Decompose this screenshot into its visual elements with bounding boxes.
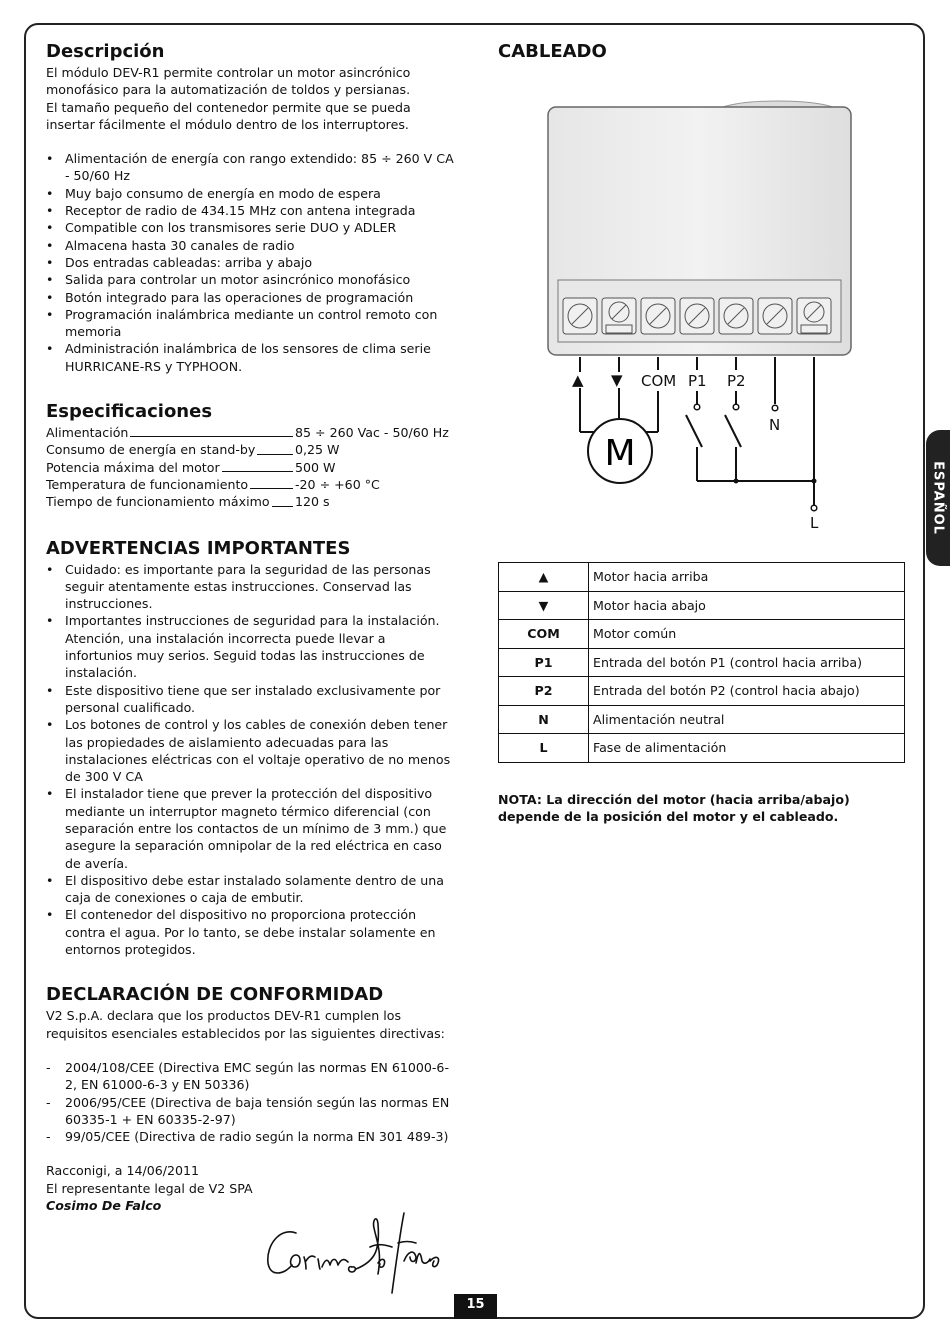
directive-item: - 2006/95/CEE (Directiva de baja tensión según las normas EN 60335-1 + EN 60335-2-97)	[46, 1094, 456, 1129]
feature-item: • Almacena hasta 30 canales de radio	[46, 237, 456, 254]
spec-value: -20 ÷ +60 °C	[295, 476, 380, 492]
spec-label: Tiempo de funcionamiento máximo	[46, 494, 270, 510]
label-n: N	[769, 416, 781, 434]
descripcion-para-1: El módulo DEV-R1 permite controlar un motor asincrónico monofásico para la automatización de toldos y persianas.	[46, 65, 411, 98]
spec-row	[46, 459, 456, 476]
legend-key: N	[499, 705, 589, 734]
wiring-note: NOTA: La dirección del motor (hacia arriba/abajo) depende de la posición del motor y el cableado.	[498, 792, 850, 825]
warning-item: • El contenedor del dispositivo no proporciona protección contra el agua. Por lo tanto, se debe instalar solamente en entornos protegidos.	[46, 906, 456, 958]
right-column	[498, 40, 908, 64]
label-up: ▲	[572, 371, 584, 389]
terminal-screw	[602, 298, 636, 334]
left-column	[46, 40, 456, 1214]
spec-value: 85 ÷ 260 Vac - 50/60 Hz	[295, 425, 449, 441]
page-number: 15	[454, 1294, 497, 1319]
spec-label: Potencia máxima del motor	[46, 459, 220, 475]
feature-list	[46, 150, 456, 375]
legend-key: P2	[499, 677, 589, 706]
legend-key: L	[499, 734, 589, 763]
spec-row	[46, 493, 456, 510]
table-row	[499, 734, 905, 763]
warning-item: • Importantes instrucciones de seguridad para la instalación. Atención, una instalación incorrecta puede llevar a infortunios muy serios. Seguid todas las instrucciones de instalación.	[46, 612, 456, 681]
descripcion-para-2: El tamaño pequeño del contenedor permite que se pueda insertar fácilmente el módulo dentro de los interruptores.	[46, 99, 411, 132]
spec-label: Consumo de energía en stand-by	[46, 442, 256, 458]
spec-row	[46, 476, 456, 493]
table-row	[499, 705, 905, 734]
directives-list	[46, 1059, 456, 1145]
legal-representative: El representante legal de V2 SPA	[46, 1180, 253, 1196]
legend-desc: Fase de alimentación	[589, 734, 905, 763]
table-row	[499, 591, 905, 620]
legend-desc: Entrada del botón P2 (control hacia abajo)	[589, 677, 905, 706]
label-p1: P1	[688, 372, 707, 390]
terminal-screw	[797, 298, 831, 334]
legend-key: COM	[499, 620, 589, 649]
spec-row	[46, 441, 456, 458]
table-row	[499, 620, 905, 649]
table-row	[499, 563, 905, 592]
wiring-diagram	[498, 95, 908, 535]
warning-item: • Los botones de control y los cables de conexión deben tener las propiedades de aislamiento adecuadas para las instalaciones eléctricas con el voltaje operativo de no menos de 300 V CA	[46, 716, 456, 785]
motor-label: M	[604, 433, 636, 474]
feature-item: • Salida para controlar un motor asincrónico monofásico	[46, 271, 456, 288]
legend-key: ▼	[499, 591, 589, 620]
spec-value: 120 s	[295, 494, 330, 510]
directive-item: - 99/05/CEE (Directiva de radio según la norma EN 301 489-3)	[46, 1128, 456, 1145]
warning-item: • El instalador tiene que prever la protección del dispositivo mediante un interruptor magneto térmico diferencial (con separación entre los contactos de un mínimo de 3 mm.) que asegure la separación omnipolar de la red eléctrica en caso de avería.	[46, 785, 456, 871]
signatory-name: Cosimo De Falco	[46, 1198, 162, 1214]
legend-key: P1	[499, 648, 589, 677]
feature-item: • Alimentación de energía con rango extendido: 85 ÷ 260 V CA - 50/60 Hz	[46, 150, 456, 185]
cableado-title: CABLEADO	[498, 41, 607, 62]
feature-item: • Administración inalámbrica de los sensores de clima serie HURRICANE-RS y TYPHOON.	[46, 340, 456, 375]
feature-item: • Compatible con los transmisores serie DUO y ADLER	[46, 219, 456, 236]
warning-item: • Este dispositivo tiene que ser instalado exclusivamente por personal cualificado.	[46, 682, 456, 717]
spec-value: 500 W	[295, 459, 336, 475]
directive-item: - 2004/108/CEE (Directiva EMC según las normas EN 61000-6-2, EN 61000-6-3 y EN 50336)	[46, 1059, 456, 1094]
terminal-screw	[680, 298, 714, 334]
label-p2: P2	[727, 372, 746, 390]
terminal-screw	[719, 298, 753, 334]
label-down: ▼	[611, 371, 623, 389]
especificaciones-title: Especificaciones	[46, 401, 213, 423]
warnings-list	[46, 561, 456, 959]
legend-key: ▲	[499, 563, 589, 592]
warning-item: • Cuidado: es importante para la seguridad de las personas seguir atentamente estas instrucciones. Conservad las instrucciones.	[46, 561, 456, 613]
spec-row	[46, 424, 456, 441]
place-date: Racconigi, a 14/06/2011	[46, 1163, 200, 1179]
spec-label: Alimentación	[46, 425, 129, 441]
table-row	[499, 677, 905, 706]
feature-item: • Programación inalámbrica mediante un control remoto con memoria	[46, 306, 456, 341]
declaracion-intro: V2 S.p.A. declara que los productos DEV-R1 cumplen los requisitos esenciales establecidos por las siguientes directivas:	[46, 1008, 445, 1041]
terminal-screw	[563, 298, 597, 334]
language-tab	[926, 430, 950, 566]
advertencias-title: ADVERTENCIAS IMPORTANTES	[46, 537, 351, 559]
spec-label: Temperatura de funcionamiento	[46, 476, 249, 492]
feature-item: • Botón integrado para las operaciones de programación	[46, 289, 456, 306]
label-com: COM	[641, 372, 677, 390]
legend-desc: Entrada del botón P1 (control hacia arriba)	[589, 648, 905, 677]
descripcion-title: Descripción	[46, 41, 165, 62]
spec-table	[46, 424, 456, 510]
feature-item: • Receptor de radio de 434.15 MHz con antena integrada	[46, 202, 456, 219]
signature-image	[258, 1205, 458, 1300]
legend-desc: Motor común	[589, 620, 905, 649]
warning-item: • El dispositivo debe estar instalado solamente dentro de una caja de conexiones o caja de embutir.	[46, 872, 456, 907]
wiring-legend-table	[498, 562, 905, 763]
language-tab-label: ESPAÑOL	[930, 461, 946, 535]
legend-desc: Alimentación neutral	[589, 705, 905, 734]
declaracion-title: DECLARACIÓN DE CONFORMIDAD	[46, 984, 384, 1006]
terminal-screw	[758, 298, 792, 334]
feature-item: • Dos entradas cableadas: arriba y abajo	[46, 254, 456, 271]
legend-desc: Motor hacia arriba	[589, 563, 905, 592]
terminal-screw	[641, 298, 675, 334]
table-row	[499, 648, 905, 677]
spec-value: 0,25 W	[295, 442, 340, 458]
label-l: L	[810, 514, 819, 532]
feature-item: • Muy bajo consumo de energía en modo de espera	[46, 185, 456, 202]
legend-desc: Motor hacia abajo	[589, 591, 905, 620]
